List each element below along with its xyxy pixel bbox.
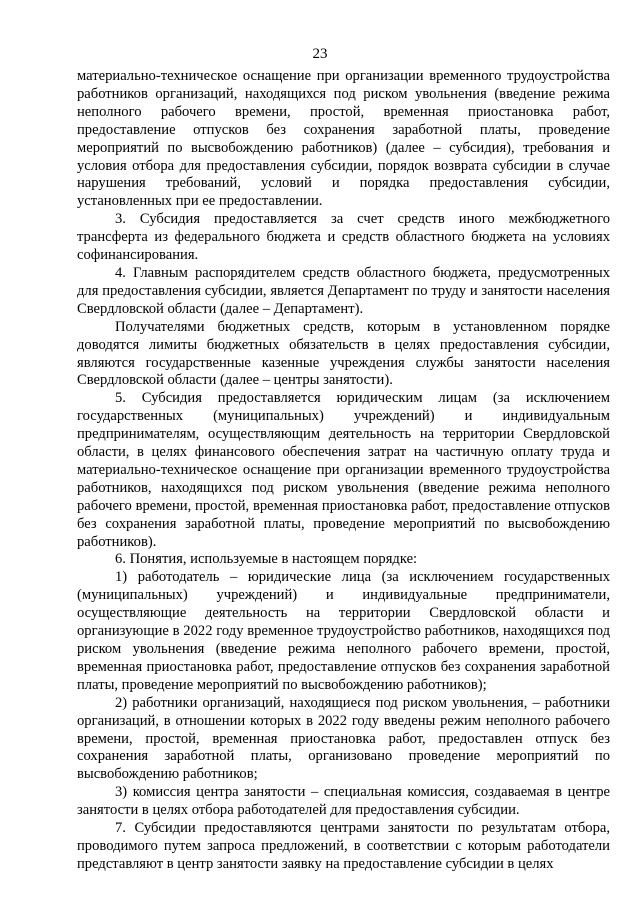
paragraph-3-funding-source: 3. Субсидия предоставляется за счет средств иного межбюджетного трансферта из федерального бюджета и средств областного бюджета на условиях софинансирования. [77,211,610,264]
paragraph-7-selection: 7. Субсидии предоставляются центрами занятости по результатам отбора, проводимого путем запроса предложений, в соответствии с которым работодатели представляют в центр занятости заявку на предоставление субсидии в целях [77,820,610,872]
definition-3-commission: 3) комиссия центра занятости – специальная комиссия, создаваемая в центре занятости в целях отбора работодателей для предоставления субсидии. [77,784,610,819]
definition-2-workers-at-risk: 2) работники организаций, находящиеся под риском увольнения, – работники организаций, в отношении которых в 2022 году введены режим неполного рабочего времени, простой, временная приостановка работ, предоставлен отпуск без сохранения заработной платы, организовано проведение мероприятий по высвобождению работников; [77,694,610,783]
definition-1-employer: 1) работодатель – юридические лица (за исключением государственных (муниципальных) учреждений) и индивидуальные предприниматели, осуществляющие деятельность на территории Свердловской области и организующие в 2022 году временное трудоустройство работников, находящихся под риском увольнения (введение режима неполного рабочего времени, простой, временная приостановка работ, предоставление отпусков без сохранения заработной платы, проведение мероприятий по высвобождению работников); [77,569,610,693]
page-number: 23 [312,46,328,62]
paragraph-intro-continued: материально-техническое оснащение при организации временного трудоустройства работников организаций, находящихся под риском увольнения (введение режима неполного рабочего времени, простой, временная приостановка работ, предоставление отпусков без сохранения заработной платы, проведение мероприятий по высвобождению работников) (далее – субсидия), требования и условия отбора для предоставления субсидии, порядок возврата субсидии в случае нарушения требований, условий и порядка предоставления субсидии, установленных при ее предоставлении. [77,68,610,210]
paragraph-budget-recipients: Получателями бюджетных средств, которым в установленном порядке доводятся лимиты бюджетных обязательств в целях предоставления субсидии, являются государственные казенные учреждения службы занятости населения Свердловской области (далее – центры занятости). [77,318,610,389]
document-body [77,68,610,874]
paragraph-5-subsidy-recipients: 5. Субсидия предоставляется юридическим лицам (за исключением государственных (муниципальных) учреждений) и индивидуальным предпринимателям, осуществляющим деятельность на территории Свердловской области, в целях финансового обеспечения затрат на частичную оплату труда и материально-техническое оснащение при организации временного трудоустройства работников, находящихся под риском увольнения (введение режима неполного рабочего времени, простой, временная приостановка работ, предоставление отпусков без сохранения заработной платы, проведение мероприятий по высвобождению работников). [77,390,610,550]
paragraph-6-definitions: 6. Понятия, используемые в настоящем порядке: [115,551,418,568]
paragraph-4-chief-manager: 4. Главным распорядителем средств областного бюджета, предусмотренных для предоставления субсидии, является Департамент по труду и занятости населения Свердловской области (далее – Департамент). [77,264,610,317]
